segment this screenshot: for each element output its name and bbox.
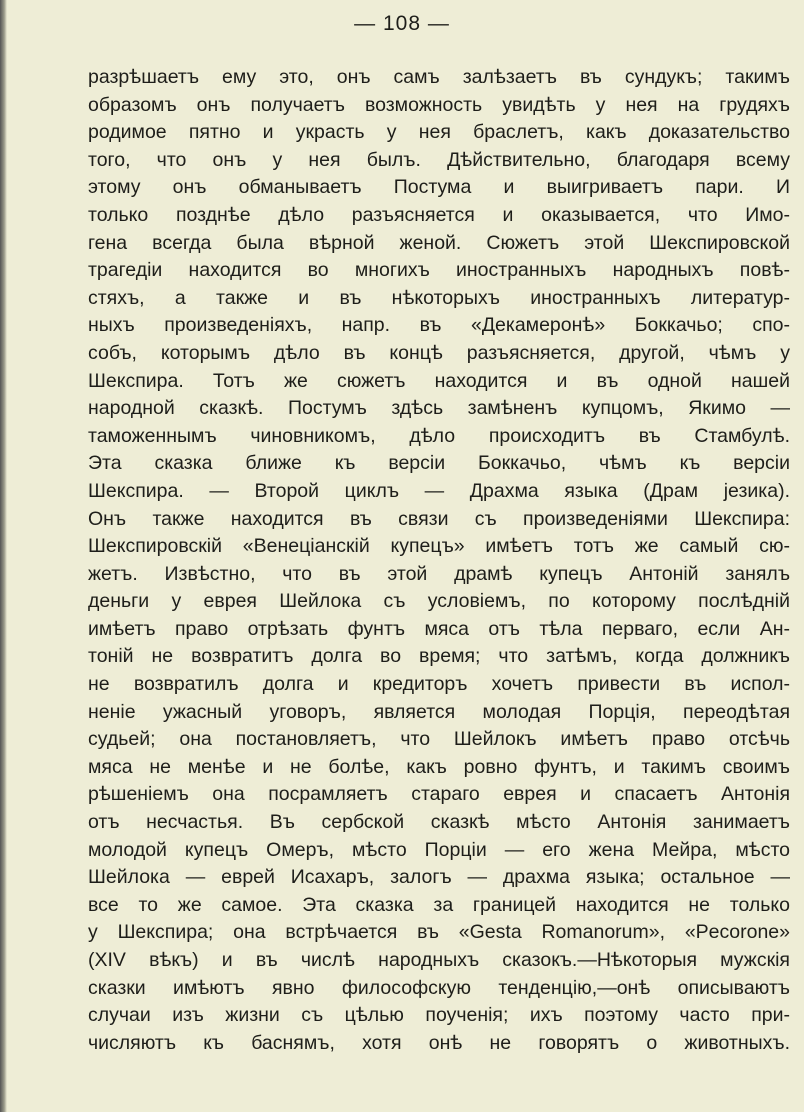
text-line: неніе ужасный уговоръ, является молодая Порція, переодѣтая xyxy=(88,700,790,723)
text-line: разрѣшаетъ ему это, онъ самъ залѣзаетъ въ сундукъ; такимъ xyxy=(88,66,790,88)
text-line: отъ несчастья. Въ сербской сказкѣ мѣсто Антонія занимаетъ xyxy=(88,811,790,834)
text-line: (XIV вѣкъ) и въ числѣ народныхъ сказокъ.—Нѣкоторыя мужскія xyxy=(88,949,790,971)
text-line: собъ, которымъ дѣло въ концѣ разъясняется, другой, чѣмъ у xyxy=(88,341,790,364)
text-line: этому онъ обманываетъ Постума и выигриваетъ пари. И xyxy=(88,176,790,199)
text-line: Шекспира. Тотъ же сюжетъ находится и въ одной нашей xyxy=(88,369,790,392)
text-line: не возвратилъ долга и кредиторъ хочетъ привести въ испол- xyxy=(88,673,790,696)
text-line: только позднѣе дѣло разъясняется и оказывается, что Имо- xyxy=(88,203,790,226)
text-line: жетъ. Извѣстно, что въ этой драмѣ купецъ Антоній занялъ xyxy=(88,562,790,585)
text-line: Шекспировскій «Венеціанскій купецъ» имѣетъ тотъ же самый сю- xyxy=(88,535,790,558)
text-line: сказки имѣютъ явно философскую тенденцію,—онѣ описываютъ xyxy=(88,976,790,999)
text-line: молодой купецъ Омеръ, мѣсто Порціи — его жена Мейра, мѣсто xyxy=(88,838,790,861)
text-line: того, что онъ у нея былъ. Дѣйствительно, благодаря всему xyxy=(88,148,790,171)
page-number: — 108 — xyxy=(354,12,450,35)
text-line: Шекспира. — Второй циклъ — Драхма языка (Драм језика). xyxy=(88,479,790,502)
text-line: гена всегда была вѣрной женой. Сюжетъ этой Шекспировской xyxy=(88,231,790,254)
text-line: все то же самое. Эта сказка за границей находится не только xyxy=(88,893,790,916)
text-line: ныхъ произведеніяхъ, напр. въ «Декамеронѣ» Боккачьо; спо- xyxy=(88,314,790,337)
text-line: трагедіи находится во многихъ иностранныхъ народныхъ повѣ- xyxy=(88,259,790,282)
text-line: Онъ также находится въ связи съ произведеніями Шекспира: xyxy=(88,507,790,530)
page-edge-shadow xyxy=(0,0,7,1112)
text-line: числяютъ къ баснямъ, хотя онѣ не говорятъ о животныхъ. xyxy=(88,1031,790,1054)
text-line: Эта сказка ближе къ версіи Боккачьо, чѣмъ къ версіи xyxy=(88,452,790,475)
text-line: случаи изъ жизни съ цѣлью поученія; ихъ поэтому часто при- xyxy=(88,1004,790,1027)
text-line: таможеннымъ чиновникомъ, дѣло происходитъ въ Стамбулѣ. xyxy=(88,424,790,447)
text-line: судьей; она постановляетъ, что Шейлокъ имѣетъ право отсѣчь xyxy=(88,728,790,751)
text-line: имѣетъ право отрѣзать фунтъ мяса отъ тѣла перваго, если Ан- xyxy=(88,617,790,640)
body-text xyxy=(88,64,790,1057)
text-line: мяса не менѣе и не болѣе, какъ ровно фунтъ, и такимъ своимъ xyxy=(88,755,790,778)
text-line: стяхъ, а также и въ нѣкоторыхъ иностранныхъ литератур- xyxy=(88,286,790,309)
text-line: тоній не возвратитъ долга во время; что затѣмъ, когда должникъ xyxy=(88,645,790,668)
text-line: образомъ онъ получаетъ возможность увидѣть у нея на грудяхъ xyxy=(88,93,790,116)
text-line: родимое пятно и украсть у нея браслетъ, какъ доказательство xyxy=(88,121,790,144)
text-line: народной сказкѣ. Постумъ здѣсь замѣненъ купцомъ, Якимо — xyxy=(88,397,790,420)
text-line: рѣшеніемъ она посрамляетъ стараго еврея и спасаетъ Антонія xyxy=(88,783,790,806)
text-line: деньги у еврея Шейлока съ условіемъ, по которому послѣдній xyxy=(88,590,790,613)
text-line: Шейлока — еврей Исахаръ, залогъ — драхма языка; остальное — xyxy=(88,866,790,889)
text-line: у Шекспира; она встрѣчается въ «Gesta Romanorum», «Pecorone» xyxy=(88,921,790,944)
